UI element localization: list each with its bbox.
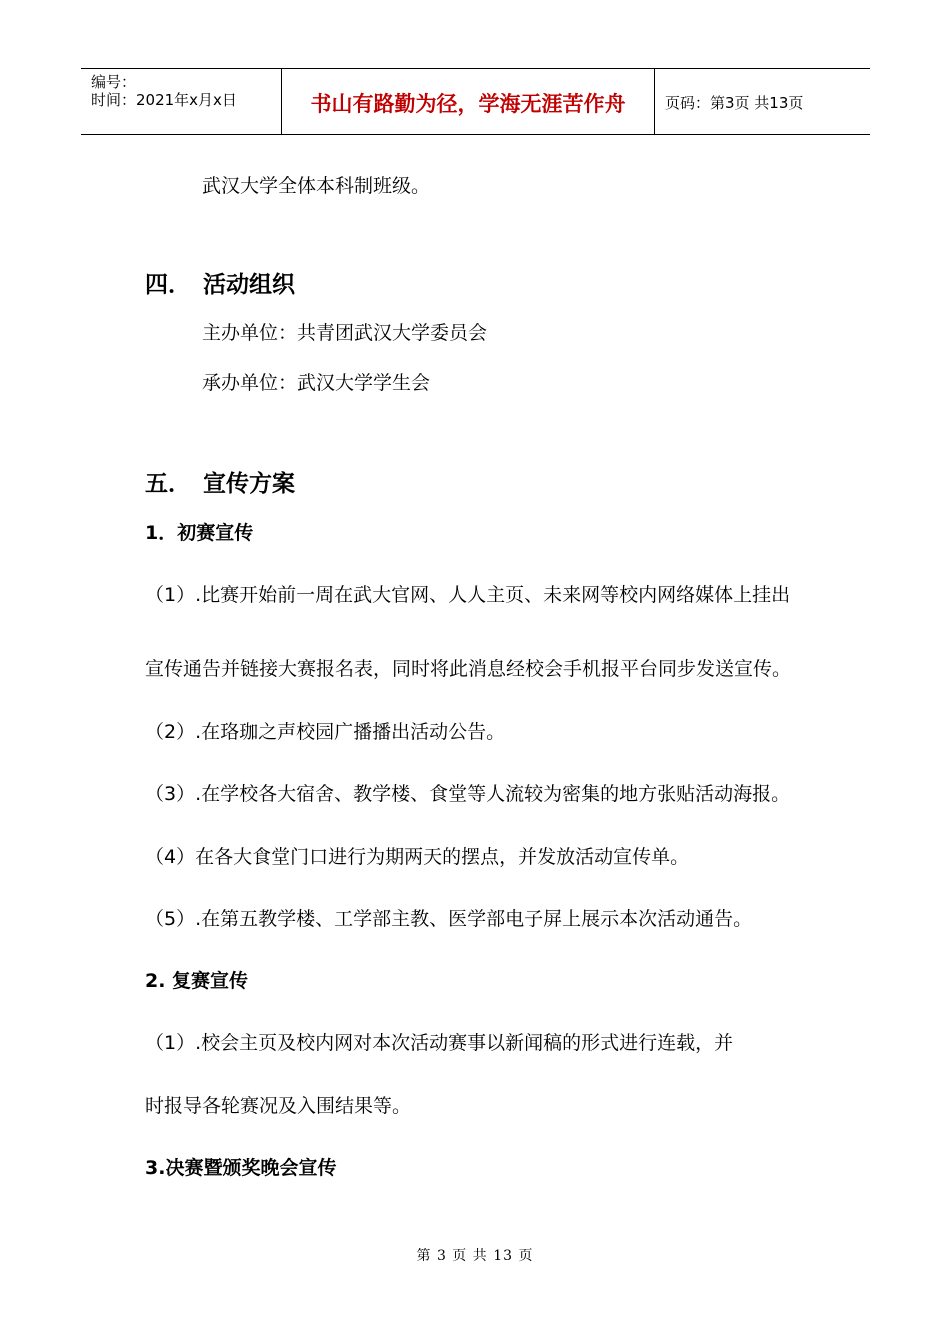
page-footer: 第 3 页 共 13 页 — [416, 1248, 534, 1264]
list-item: （2）.在珞珈之声校园广播播出活动公告。 — [145, 721, 506, 743]
section-title: 活动组织 — [203, 272, 295, 298]
header-motto-cell — [281, 69, 655, 134]
header-motto: 书山有路勤为径，学海无涯苦作舟 — [310, 92, 626, 116]
list-item: 时报导各轮赛况及入围结果等。 — [145, 1095, 412, 1117]
subsection-heading-2: 2. 复赛宣传 — [145, 970, 249, 992]
document-date: 时间：2021年x月x日 — [91, 91, 237, 109]
header-info-cell — [81, 69, 281, 134]
subsection-heading-1: 1．初赛宣传 — [145, 522, 254, 544]
section-number: 五． — [145, 471, 191, 497]
header-page-cell — [655, 69, 870, 134]
page-header — [81, 68, 870, 135]
document-number: 编号： — [91, 73, 137, 91]
list-item: （5）.在第五教学楼、工学部主教、医学部电子屏上展示本次活动通告。 — [145, 908, 753, 930]
section-heading-5 — [145, 470, 295, 498]
scope-line: 武汉大学全体本科制班级。 — [202, 175, 431, 197]
organizer-line: 主办单位：共青团武汉大学委员会 — [202, 322, 488, 344]
list-item: （1）.校会主页及校内网对本次活动赛事以新闻稿的形式进行连载，并 — [145, 1032, 734, 1054]
section-heading-4 — [145, 271, 295, 299]
section-title: 宣传方案 — [203, 471, 295, 497]
list-item: （4）在各大食堂门口进行为期两天的摆点，并发放活动宣传单。 — [145, 846, 690, 868]
list-item: 宣传通告并链接大赛报名表，同时将此消息经校会手机报平台同步发送宣传。 — [145, 658, 792, 680]
list-item: （1）.比赛开始前一周在武大官网、人人主页、未来网等校内网络媒体上挂出 — [145, 584, 791, 606]
subsection-heading-3: 3.决赛暨颁奖晚会宣传 — [145, 1157, 337, 1179]
list-item: （3）.在学校各大宿舍、教学楼、食堂等人流较为密集的地方张贴活动海报。 — [145, 783, 791, 805]
section-number: 四． — [145, 272, 191, 298]
co-organizer-line: 承办单位：武汉大学学生会 — [202, 372, 431, 394]
header-page-info: 页码：第3页 共13页 — [665, 94, 804, 112]
